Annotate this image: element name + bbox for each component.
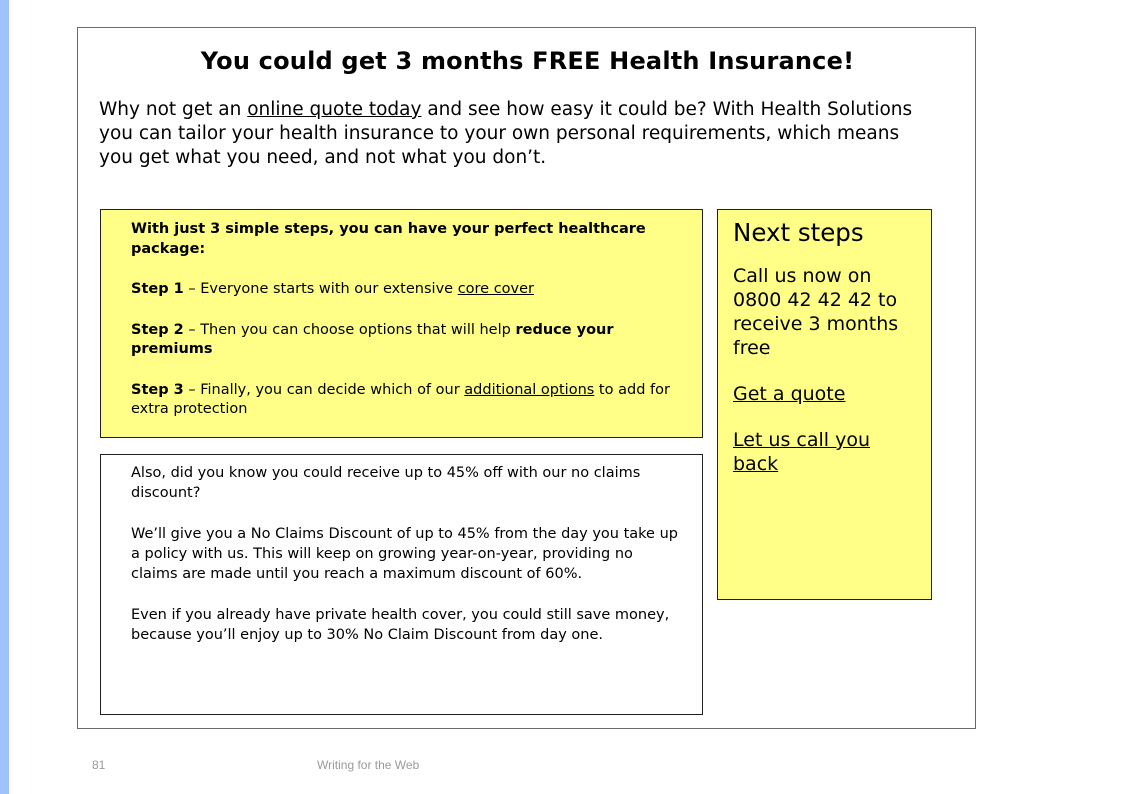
- discount-para-3: Even if you already have private health cover, you could still save money, because you’ll enjoy up to 30% No Claim Discount from day one.: [131, 607, 670, 643]
- step-3-text: – Finally, you can decide which of our: [183, 381, 465, 398]
- step-1-label: Step 1: [131, 281, 184, 297]
- step-1-text: – Everyone starts with our extensive: [183, 281, 458, 297]
- intro-text-before: Why not get an: [99, 99, 248, 120]
- online-quote-link[interactable]: online quote today: [247, 99, 422, 120]
- step-3-text-after: to add for extra protection: [131, 381, 670, 417]
- footer-title: Writing for the Web: [317, 758, 420, 772]
- discount-box: [100, 454, 703, 715]
- footer-page-number: 81: [92, 758, 106, 772]
- discount-para-1: Also, did you know you could receive up to 45% off with our no claims discount?: [131, 465, 641, 501]
- core-cover-link[interactable]: core cover: [457, 281, 535, 297]
- steps-lead: With just 3 simple steps, you can have your perfect healthcare package:: [131, 221, 646, 257]
- step-2: [131, 321, 682, 360]
- next-steps-title: Next steps: [733, 218, 864, 247]
- step-2-emphasis: reduce your premiums: [131, 321, 614, 357]
- additional-options-link[interactable]: additional options: [464, 381, 595, 398]
- discount-para-2: We’ll give you a No Claims Discount of up to 45% from the day you take up a policy with us. This will keep on growing year-on-year, providing no claims are made until you reach a maximum discount of 60%.: [131, 526, 678, 582]
- left-accent-strip: [0, 0, 9, 794]
- slide-headline: You could get 3 months FREE Health Insurance!: [200, 47, 855, 75]
- slide-canvas: [77, 27, 976, 729]
- get-a-quote-link[interactable]: Get a quote: [733, 383, 846, 405]
- step-1: [131, 280, 682, 300]
- call-back-link[interactable]: Let us call you back: [733, 429, 871, 475]
- intro-text-after: and see how easy it could be? With Health Solutions you can tailor your health insurance to your own personal requirements, which means you get what you need, and not what you don’t.: [99, 99, 913, 168]
- steps-box: [100, 209, 703, 438]
- step-2-label: Step 2: [131, 321, 184, 338]
- step-2-text: – Then you can choose options that will help: [183, 321, 516, 338]
- intro-paragraph: [99, 98, 929, 170]
- step-3-label: Step 3: [131, 381, 184, 398]
- next-steps-box: [717, 209, 932, 600]
- call-us-text: Call us now on 0800 42 42 42 to receive 3 months free: [733, 265, 899, 359]
- step-3: [131, 381, 682, 420]
